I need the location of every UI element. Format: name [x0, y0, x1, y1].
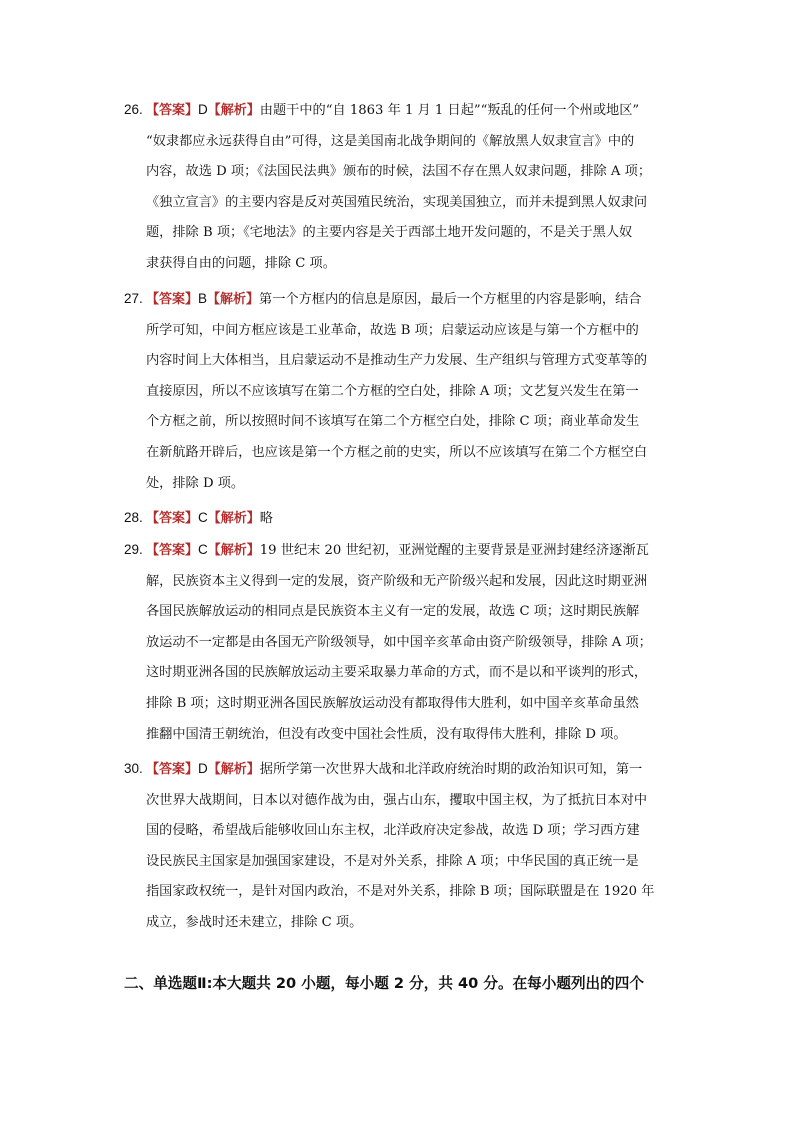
question-first-line	[146, 503, 670, 535]
analysis-line: 处，排除 D 项。	[146, 475, 245, 491]
analysis-line: 排除 B 项；这时期亚洲各国民族解放运动没有都取得伟大胜利，如中国辛亥革命虽然	[146, 695, 639, 711]
analysis-line: 个方框之前，所以按照时间不该填写在第二个方框空白处，排除 C 项；商业革命发生	[146, 414, 640, 430]
question-first-line	[146, 284, 670, 316]
analysis-line: 在新航路开辟后，也应该是第一个方框之前的史实，所以不应该填写在第二个方框空白	[146, 444, 648, 460]
question-27	[124, 284, 670, 499]
answer-letter: D	[198, 761, 208, 776]
analysis-label: 【解析】	[207, 511, 260, 526]
question-26	[124, 95, 670, 280]
analysis-line: 成立，参战时还未建立，排除 C 项。	[146, 914, 363, 930]
analysis-line: 次世界大战期间，日本以对德作战为由，强占山东，攫取中国主权，为了抵抗日本对中	[146, 792, 648, 808]
question-29	[124, 535, 670, 750]
analysis-line: 隶获得自由的问题，排除 C 项。	[146, 255, 336, 271]
analysis-line: 这时期亚洲各国的民族解放运动主要采取暴力革命的方式，而不是以和平谈判的形式，	[146, 665, 648, 681]
question-first-line	[146, 754, 670, 786]
analysis-line: 推翻中国清王朝统治，但没有改变中国社会性质，没有取得伟大胜利，排除 D 项。	[146, 726, 627, 742]
analysis-label: 【解析】	[207, 762, 260, 777]
analysis-text: 据所学第一次世界大战和北洋政府统治时期的政治知识可知，第一	[259, 762, 643, 777]
analysis-label: 【解析】	[207, 292, 260, 307]
question-number: 26.	[124, 102, 143, 117]
analysis-line: 题，排除 B 项；《宅地法》的主要内容是关于西部土地开发问题的，不是关于黑人奴	[146, 225, 633, 241]
question-30	[124, 754, 670, 939]
answer-letter: B	[198, 291, 208, 306]
analysis-line: 放运动不一定都是由各国无产阶级领导，如中国辛亥革命由资产阶级领导，排除 A 项；	[146, 634, 652, 650]
analysis-label: 【解析】	[207, 103, 260, 118]
section-heading: 二、单选题Ⅱ:本大题共 20 小题，每小题 2 分，共 40 分。在每小题列出的四个	[124, 975, 644, 992]
analysis-line: 直接原因，所以不应该填写在第二个方框的空白处，排除 A 项；文艺复兴发生在第一	[146, 383, 639, 399]
question-number: 29.	[124, 542, 143, 557]
analysis-line: 解，民族资本主义得到一定的发展，资产阶级和无产阶级兴起和发展，因此这时期亚洲	[146, 573, 648, 589]
question-number: 28.	[124, 510, 143, 525]
analysis-text: 19 世纪末 20 世纪初，亚洲觉醒的主要背景是亚洲封建经济逐渐瓦	[259, 543, 649, 558]
analysis-line: 国的侵略，希望战后能够收回山东主权，北洋政府决定参战，故选 D 项；学习西方建	[146, 823, 640, 839]
analysis-label: 【解析】	[207, 543, 260, 558]
analysis-text: 由题干中的“自 1863 年 1 月 1 日起”“叛乱的任何一个州或地区”	[259, 103, 640, 118]
answer-label: 【答案】	[146, 762, 199, 777]
answer-label: 【答案】	[146, 103, 199, 118]
analysis-text: 第一个方框内的信息是原因，最后一个方框里的内容是影响，结合	[259, 292, 642, 307]
answer-letter: C	[198, 542, 208, 557]
analysis-line: 所学可知，中间方框应该是工业革命，故选 B 项；启蒙运动应该是与第一个方框中的	[146, 322, 639, 338]
analysis-line: 内容，故选 D 项；《法国民法典》颁布的时候，法国不存在黑人奴隶问题，排除 A 项；	[146, 164, 652, 180]
answer-label: 【答案】	[146, 543, 199, 558]
question-number: 27.	[124, 291, 143, 306]
analysis-line: 各国民族解放运动的相同点是民族资本主义有一定的发展，故选 C 项；这时期民族解	[146, 604, 640, 620]
question-28	[124, 503, 670, 535]
answer-letter: D	[198, 102, 208, 117]
analysis-line: 《独立宣言》的主要内容是反对英国殖民统治，实现美国独立，而并未提到黑人奴隶问	[146, 194, 648, 210]
analysis-line: “奴隶都应永远获得自由”可得，这是美国南北战争期间的《解放黑人奴隶宣言》中的	[146, 133, 635, 149]
analysis-text: 略	[259, 511, 273, 526]
question-number: 30.	[124, 761, 143, 776]
answer-label: 【答案】	[146, 292, 199, 307]
analysis-line: 指国家政权统一，是针对国内政治，不是对外关系，排除 B 项；国际联盟是在 1920 年	[146, 884, 655, 900]
answer-label: 【答案】	[146, 511, 199, 526]
question-first-line	[146, 535, 670, 567]
question-first-line	[146, 95, 670, 127]
analysis-line: 设民族民主国家是加强国家建设，不是对外关系，排除 A 项；中华民国的真正统一是	[146, 853, 639, 869]
answer-letter: C	[198, 510, 208, 525]
analysis-line: 内容时间上大体相当，且启蒙运动不是推动生产力发展、生产组织与管理方式变革等的	[146, 353, 648, 369]
